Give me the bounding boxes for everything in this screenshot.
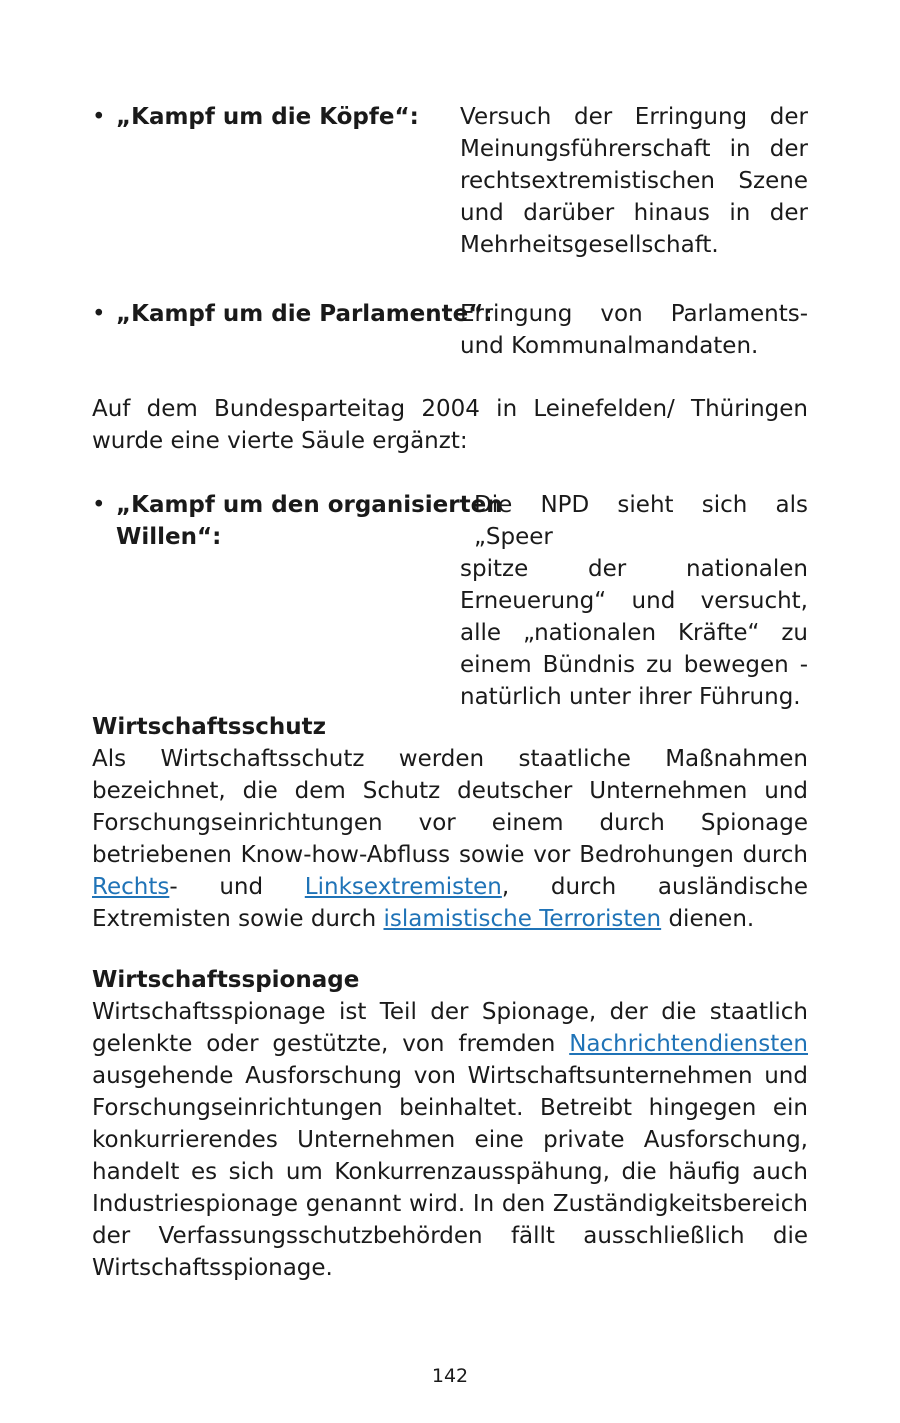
body-text: ausgehende Ausforschung von Wirtschaftsunternehmen und Forschungseinrichtungen beinhaltet. Betreibt hingegen ein konkurrierendes Unternehmen eine private Ausforschung, handelt es sich um Konkurrenzausspähung, die häufig auch Industriespionage genannt wird. In den Zuständigkeitsbereich der Verfassungsschutzbehörden fällt ausschließlich die Wirtschaftsspionage. (92, 1063, 808, 1281)
body-text: , durch ausländische Extremisten sowie durch (92, 874, 808, 932)
term-label-line2: Willen“: (116, 524, 222, 550)
intro-paragraph: Auf dem Bundesparteitag 2004 in Leinefelden/ Thüringen wurde eine vierte Säule ergänzt: (92, 396, 808, 454)
body-text: - und (169, 874, 305, 900)
link-islamistische-terroristen[interactable]: islamistische Terroristen (383, 906, 662, 932)
link-linksextremisten[interactable]: Linksextremisten (304, 874, 502, 900)
page-number: 142 (431, 1365, 469, 1387)
term-description-first-line: Die NPD sieht sich als „Speer (474, 492, 808, 550)
term-description: Erringung von Parlaments- und Kommunalmandaten. (460, 301, 808, 359)
section-heading: Wirtschaftsschutz (92, 714, 326, 740)
section-wirtschaftsspionage (92, 964, 808, 1284)
section-wirtschaftsschutz (92, 711, 808, 935)
section-heading: Wirtschaftsspionage (92, 967, 360, 993)
term-description (460, 489, 808, 713)
link-nachrichtendiensten[interactable]: Nachrichtendiensten (569, 1031, 808, 1057)
term-label: „Kampf um die Köpfe“: (116, 104, 419, 130)
term-label: „Kampf um die Parlamente“: (116, 301, 493, 327)
bullet: • (92, 492, 106, 518)
term-description: Versuch der Erringung der Meinungsführerschaft in der rechtsextremistischen Szene und darüber hinaus in der Mehrheitsgesellschaft. (460, 104, 808, 258)
body-text: Wirtschaftsspionage ist Teil der Spionage, der die staatlich gelenkte oder gestützte, von fremden (92, 999, 808, 1057)
bullet: • (92, 104, 106, 130)
term-description-rest: spitze der nationalen Erneuerung“ und versucht, alle „nationalen Kräfte“ zu einem Bündnis zu bewegen - natürlich unter ihrer Führung. (460, 556, 808, 710)
list-item-kampf-um-den-organisierten-willen (92, 489, 808, 710)
body-text: dienen. (661, 906, 755, 932)
list-item-kampf-um-die-parlamente (92, 298, 808, 362)
term-label-line1: „Kampf um den organisierten (116, 492, 503, 518)
list-item-kampf-um-die-koepfe (92, 101, 808, 261)
link-rechts[interactable]: Rechts (92, 874, 170, 900)
body-text: Als Wirtschaftsschutz werden staatliche Maßnahmen bezeichnet, die dem Schutz deutscher Unternehmen und Forschungseinrichtungen vor einem durch Spionage betriebenen Know-how-Abfluss sowie vor Bedrohungen durch (92, 746, 808, 868)
bullet: • (92, 301, 106, 327)
